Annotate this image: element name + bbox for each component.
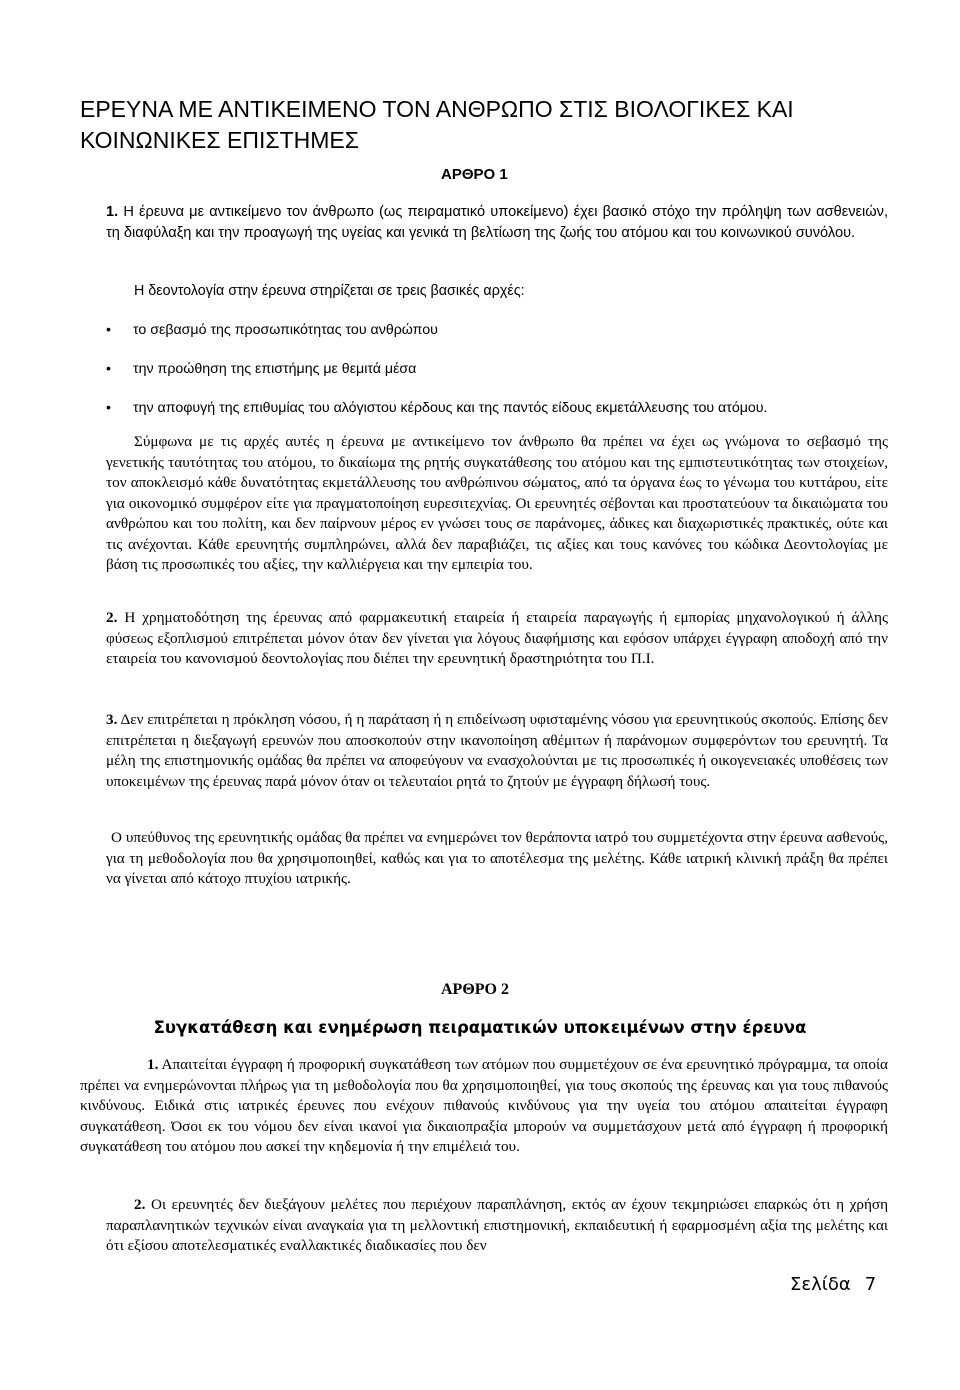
article-1-paragraph-3	[106, 710, 888, 792]
paragraph-number: 2.	[106, 609, 118, 626]
bullet-icon: •	[106, 400, 111, 416]
paragraph-number: 2.	[134, 1196, 146, 1213]
bullet-icon: •	[106, 361, 111, 377]
paragraph-number: 1.	[147, 1056, 159, 1073]
paragraph-text: Η έρευνα με αντικείμενο τον άνθρωπο (ως πειραματικό υποκείμενο) έχει βασικό στόχο την πρόληψη των ασθενειών, τη διαφύλαξη και την προαγωγή της υγείας και γενικά τη βελτίωση της ζωής του ατόμου και του κοινωνικού συνόλου.	[106, 204, 888, 241]
page-label: Σελίδα	[790, 1274, 851, 1295]
paragraph-text: Η χρηματοδότηση της έρευνας από φαρμακευτική εταιρεία ή εταιρεία παραγωγής ή εμπορίας μηχανολογικού ή άλλης φύσεως εξοπλισμού επιτρέπεται μόνον όταν δεν γίνεται για λόγους διαφήμισης και εφόσον υπάρχει έγγραφη αποδοχή από την εταιρεία του κανονισμού δεοντολογίας που διέπει την ερευνητική δραστηριότητα του Π.Ι.	[106, 609, 888, 667]
article-2-subtitle: Συγκατάθεση και ενημέρωση πειραματικών υποκειμένων στην έρευνα	[153, 1018, 807, 1037]
article-1-principles-paragraph: Σύμφωνα με τις αρχές αυτές η έρευνα με αντικείμενο τον άνθρωπο θα πρέπει να έχει ως γνώμονα το σεβασμό της γενετικής ταυτότητας του ατόμου, το δικαίωμα της ρητής συγκατάθεσης του ατόμου και της εμπιστευτικότητας των στοιχείων, τον αποκλεισμό κάθε δυνατότητας εκμετάλλευσης του ανθρώπινου σώματος, από τα όργανα έως το γένωμα του κυττάρου, είτε για οικονομικό συμφέρον είτε για πραγματοποίηση ευρεσιτεχνίας. Οι ερευνητές σέβονται και προστατεύουν τα δικαιώματα του ανθρώπου και του πολίτη, και δεν παίρνουν μέρος εν γνώσει τους σε παράνομες, άδικες και διαχωριστικές πρακτικές, ούτε και τις ανέχονται. Κάθε ερευνητής συμπληρώνει, αλλά δεν παραβιάζει, τις αξίες και τους κανόνες του κώδικα Δεοντολογίας με βάση τις προσωπικές του αξίες, την καλλιέργεια και την εμπειρία του.	[106, 433, 888, 573]
principle-text: την προώθηση της επιστήμης με θεμιτά μέσα	[133, 361, 417, 377]
article-1-paragraph-2	[106, 608, 888, 670]
principle-text: το σεβασμό της προσωπικότητας του ανθρώπου	[133, 322, 438, 338]
article-2-paragraph-1	[80, 1055, 888, 1158]
page-number: 7	[864, 1274, 877, 1295]
paragraph-text: Οι ερευνητές δεν διεξάγουν μελέτες που περιέχουν παραπλάνηση, εκτός αν έχουν τεκμηριώσει επαρκώς ότι η χρήση παραπλανητικών τεχνικών είναι αναγκαία για τη μελλοντική επιστημονική, εκπαιδευτική ή εφαρμοσμένη αξία της μελέτης και ότι εξίσου αποτελεσματικές εναλλακτικές διαδικασίες που δεν	[106, 1196, 889, 1254]
page-footer	[790, 1274, 876, 1295]
article-1-paragraph-1	[106, 202, 888, 244]
document-title: ΕΡΕΥΝΑ ΜΕ ΑΝΤΙΚΕΙΜΕΝΟ ΤΟΝ ΑΝΘΡΩΠΟ ΣΤΙΣ ΒΙΟΛΟΓΙΚΕΣ ΚΑΙ ΚΟΙΝΩΝΙΚΕΣ ΕΠΙΣΤΗΜΕΣ	[80, 96, 794, 153]
article-1-responsible-paragraph: Ο υπεύθυνος της ερευνητικής ομάδας θα πρέπει να ενημερώνει τον θεράποντα ιατρό του συμμετέχοντα στην έρευνα ασθενούς, για τη μεθοδολογία που θα χρησιμοποιηθεί, καθώς και για το αποτέλεσμα της μελέτης. Κάθε ιατρική κλινική πράξη θα πρέπει να γίνεται από κάτοχο πτυχίου ιατρικής.	[106, 829, 888, 887]
article-1-heading: ΑΡΘΡΟ 1	[441, 166, 508, 183]
paragraph-number: 3.	[106, 711, 118, 728]
article-2-heading: ΑΡΘΡΟ 2	[441, 981, 509, 998]
principle-text: την αποφυγή της επιθυμίας του αλόγιστου κέρδους και της παντός είδους εκμετάλλευσης του ατόμου.	[133, 400, 768, 416]
bullet-icon: •	[106, 322, 111, 338]
article-2-paragraph-2	[106, 1195, 888, 1257]
paragraph-text: Δεν επιτρέπεται η πρόκληση νόσου, ή η παράταση ή η επιδείνωση υφισταμένης νόσου για ερευνητικούς σκοπούς. Επίσης δεν επιτρέπεται η διεξαγωγή ερευνών που αποσκοπούν στην ικανοποίηση αθέμιτων ή παράνομων συμφερόντων του ερευνητή. Τα μέλη της επιστημονικής ομάδας θα πρέπει να αποφεύγουν να ενασχολούνται με τις προσωπικές ή οικογενειακές υποθέσεις των υποκειμένων της έρευνας παρά μόνον όταν οι τελευταίοι ρητά το ζητούν με έγγραφη δήλωσή τους.	[106, 711, 888, 790]
paragraph-number: 1.	[106, 204, 119, 220]
principles-intro: Η δεοντολογία στην έρευνα στηρίζεται σε τρεις βασικές αρχές:	[134, 283, 525, 299]
paragraph-text: Απαιτείται έγγραφη ή προφορική συγκατάθεση των ατόμων που συμμετέχουν σε ένα ερευνητικό πρόγραμμα, τα οποία πρέπει να ενημερώνονται πλήρως για τη μεθοδολογία που θα χρησιμοποιηθεί, για τους σκοπούς της έρευνας και για τους πιθανούς κινδύνους. Ειδικά στις ιατρικές έρευνες που ενέχουν πιθανούς κινδύνους για την υγεία του ατόμου απαιτείται έγγραφη συγκατάθεση. Όσοι εκ του νόμου δεν είναι ικανοί για δικαιοπραξία μπορούν να συμμετάσχουν μετά από έγγραφη ή προφορική συγκατάθεση του ατόμου που ασκεί την κηδεμονία ή την επιμέλειά του.	[80, 1056, 888, 1155]
